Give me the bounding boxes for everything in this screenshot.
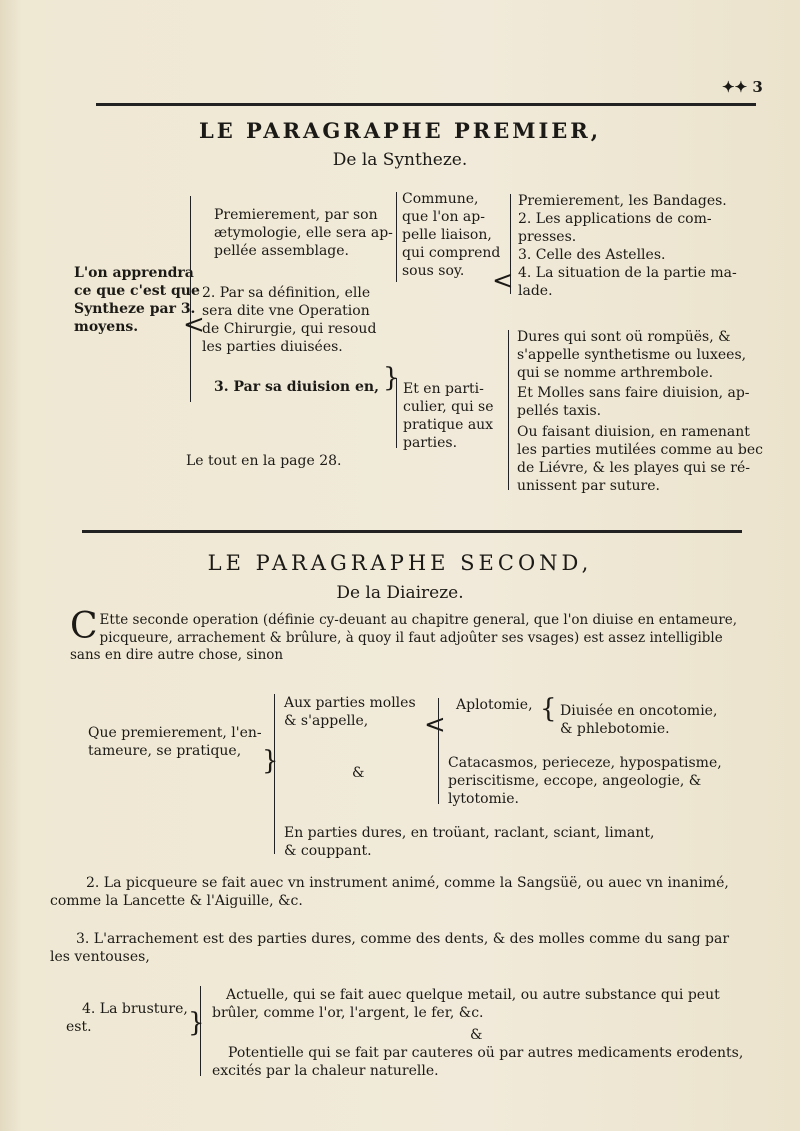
brace-bandages-point: <	[492, 266, 514, 296]
brace-entameure-point: }	[262, 746, 279, 776]
s1-molles-line: Et Molles sans faire diuision, ap-	[517, 385, 750, 401]
s2-que-line: tameure, se pratique,	[88, 743, 242, 759]
s1-molles	[517, 384, 750, 420]
brace-dures	[508, 330, 509, 490]
s2-item3	[50, 930, 729, 966]
s1-m2-line: sera dite vne Operation	[202, 303, 370, 319]
s2-actuelle	[212, 986, 720, 1022]
s1-diuision-line: de Liévre, & les playes qui se ré-	[517, 460, 751, 476]
s1-particulier-line: parties.	[403, 435, 458, 451]
brace-molles	[438, 698, 439, 804]
s1-intro-line: ce que c'est que	[74, 283, 200, 299]
s1-commune-line: qui comprend	[402, 245, 501, 261]
s2-item3-line: les ventouses,	[50, 949, 150, 965]
s1-intro-line: moyens.	[74, 319, 139, 335]
s1-bandages-line: presses.	[518, 229, 577, 245]
s2-potentielle-line: excités par la chaleur naturelle.	[212, 1063, 439, 1079]
s1-diuision-line: les parties mutilées comme au bec	[517, 442, 763, 458]
s1-m2-line: de Chirurgie, qui resoud	[202, 321, 377, 337]
s1-diuision-line: unissent par suture.	[517, 478, 660, 494]
brace-methods	[190, 196, 191, 402]
middle-rule	[82, 530, 742, 533]
s1-bandages-line: 4. La situation de la partie ma-	[518, 265, 737, 281]
s1-method-3: 3. Par sa diuision en,	[214, 379, 379, 395]
brace-commune	[396, 192, 397, 282]
section1-title: LE PARAGRAPHE PREMIER,	[198, 118, 602, 143]
s1-commune-line: Commune,	[402, 191, 479, 207]
s1-diuision	[517, 423, 763, 495]
s1-bandages-line: lade.	[518, 283, 553, 299]
s1-m1-line: pellée assemblage.	[214, 243, 349, 259]
s2-que	[88, 724, 262, 760]
s2-catacasmos	[448, 754, 722, 808]
s1-m2-line: 2. Par sa définition, elle	[202, 285, 371, 301]
s1-particulier	[403, 380, 494, 452]
s2-que-line: Que premierement, l'en-	[88, 725, 262, 741]
s1-m1-line: Premierement, par son	[214, 207, 378, 223]
s2-potentielle	[212, 1044, 743, 1080]
s2-item2	[50, 874, 729, 910]
s1-dures-line: s'appelle synthetisme ou luxees,	[517, 347, 747, 363]
s1-dures	[517, 328, 746, 382]
s2-para-line: Ette seconde operation (définie cy-deuant au chapitre general, que l'on diuise en entameure,	[99, 612, 738, 628]
s2-item2-line: comme la Lancette & l'Aiguille, &c.	[50, 893, 303, 909]
s1-diuision-line: Ou faisant diuision, en ramenant	[517, 424, 750, 440]
s2-item3-line: 3. L'arrachement est des parties dures, comme des dents, & des molles comme du sang par	[76, 931, 730, 947]
s2-actuelle-line: brûler, comme l'or, l'argent, le fer, &c.	[212, 1005, 484, 1021]
s1-commune-line: que l'on ap-	[402, 209, 485, 225]
brace-particulier	[396, 378, 397, 448]
s2-catacasmos-line: Catacasmos, perieceze, hypospatisme,	[448, 755, 722, 771]
s1-dures-line: qui se nomme arthrembole.	[517, 365, 714, 381]
brace-aplotomie: {	[540, 694, 557, 724]
s1-method-1	[214, 206, 393, 260]
s1-particulier-line: culier, qui se	[403, 399, 494, 415]
s2-diuisee-line: Diuisée en oncotomie,	[560, 703, 718, 719]
s1-particulier-line: Et en parti-	[403, 381, 484, 397]
s2-aplotomie: Aplotomie,	[456, 697, 533, 713]
s2-potentielle-line: Potentielle qui se fait par cauteres oü par autres medicaments erodents,	[228, 1045, 744, 1061]
s1-bandages-line: 3. Celle des Astelles.	[518, 247, 666, 263]
s2-dures-line: & couppant.	[284, 843, 372, 859]
section2-subtitle: De la Diaireze.	[336, 583, 464, 603]
s2-item4-line: est.	[66, 1019, 92, 1035]
s2-and: &	[470, 1027, 483, 1043]
s1-footer: Le tout en la page 28.	[186, 453, 342, 469]
s1-bandages-line: Premierement, les Bandages.	[518, 193, 727, 209]
s1-dures-line: Dures qui sont oü rompüës, &	[517, 329, 731, 345]
s2-item4-line: 4. La brusture,	[82, 1001, 188, 1017]
brace-molles-point: <	[424, 710, 446, 740]
s2-para-line: picqueure, arrachement & brûlure, à quoy il faut adjoûter ses vsages) est assez intelligible	[99, 629, 723, 646]
brace-brusture-point: }	[188, 1008, 205, 1038]
s1-intro-line: Syntheze par 3.	[74, 301, 196, 317]
s2-dures	[284, 824, 654, 860]
s1-bandages-line: 2. Les applications de com-	[518, 211, 712, 227]
s1-bandages	[518, 192, 737, 300]
s2-et: &	[352, 765, 365, 781]
page-number: ✦✦ 3	[722, 78, 763, 96]
s2-actuelle-line: Actuelle, qui se fait auec quelque metail, ou autre substance qui peut	[226, 987, 720, 1003]
s2-catacasmos-line: periscitisme, eccope, angeologie, &	[448, 773, 702, 789]
s2-catacasmos-line: lytotomie.	[448, 791, 519, 807]
s1-molles-line: pellés taxis.	[517, 403, 602, 419]
s2-diuisee	[560, 702, 717, 738]
s1-particulier-line: pratique aux	[403, 417, 494, 433]
s1-intro-line: L'on apprendra	[74, 265, 194, 281]
s2-item4-label	[66, 1000, 188, 1036]
section2-title: LE PARAGRAPHE SECOND,	[207, 551, 593, 575]
s2-item2-line: 2. La picqueure se fait auec vn instrument animé, comme la Sangsüë, ou auec vn inanimé,	[86, 875, 729, 891]
s1-method-2	[202, 284, 376, 356]
s1-commune-line: sous soy.	[402, 263, 465, 279]
s2-molles-line: Aux parties molles	[284, 695, 416, 711]
s2-molles-line: & s'appelle,	[284, 713, 369, 729]
top-rule	[96, 103, 756, 106]
brace-particulier-point: }	[383, 363, 400, 393]
s1-commune	[402, 190, 500, 280]
s1-commune-line: pelle liaison,	[402, 227, 492, 243]
brace-methods-point: <	[183, 310, 205, 340]
dropcap: C	[70, 606, 98, 647]
s2-paragraph	[70, 606, 770, 665]
s2-dures-line: En parties dures, en troüant, raclant, sciant, limant,	[284, 825, 655, 841]
s2-para-line: sans en dire autre chose, sinon	[70, 647, 284, 663]
s1-intro	[74, 264, 200, 336]
s1-m2-line: les parties diuisées.	[202, 339, 343, 355]
section1-subtitle: De la Syntheze.	[332, 150, 468, 170]
s2-molles	[284, 694, 416, 730]
s2-diuisee-line: & phlebotomie.	[560, 721, 670, 737]
s1-m1-line: ætymologie, elle sera ap-	[214, 225, 393, 241]
